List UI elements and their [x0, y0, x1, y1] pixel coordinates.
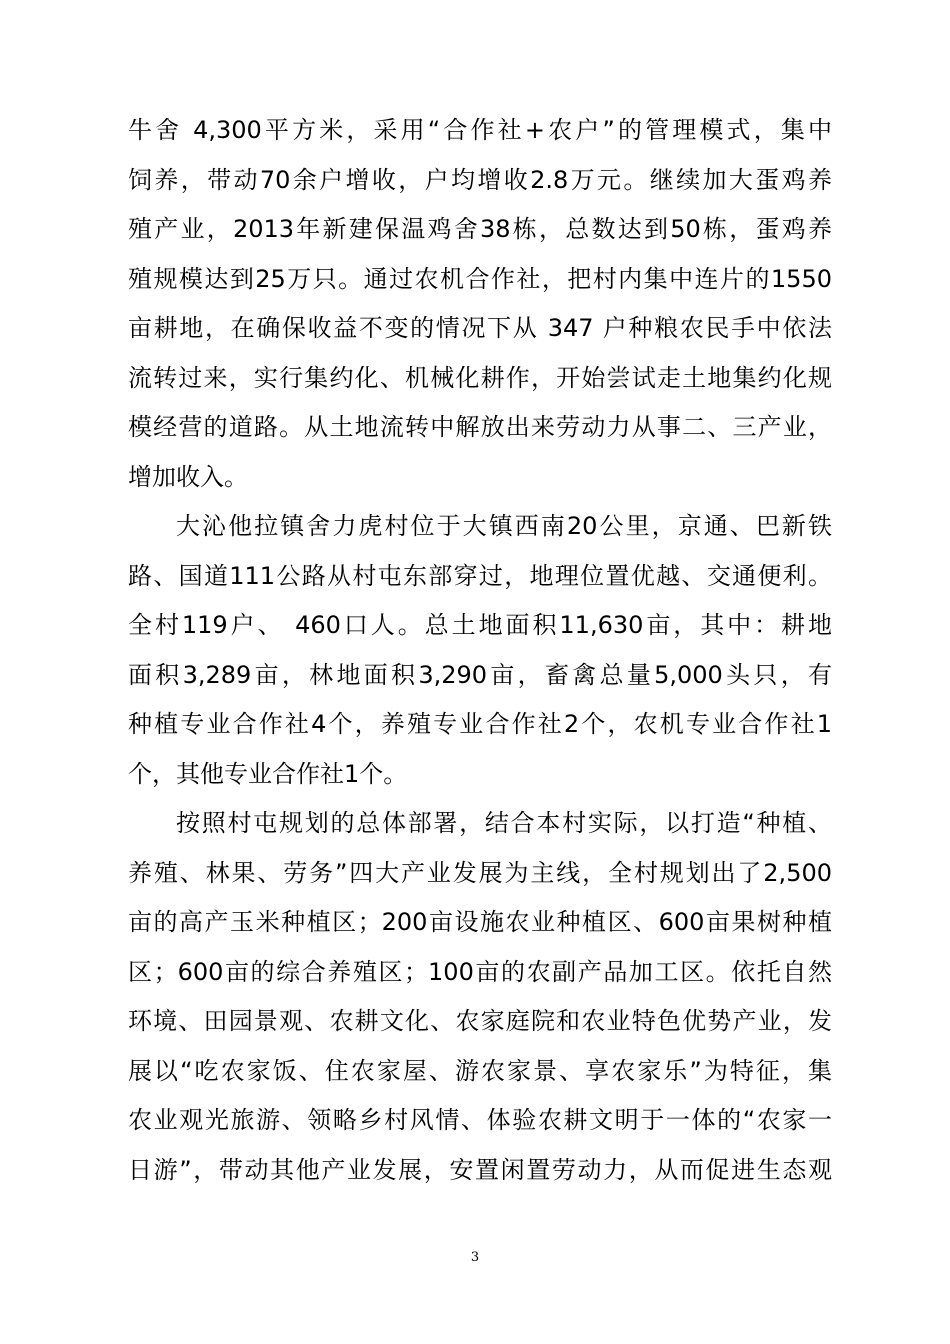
text-line: 种植专业合作社4个，养殖专业合作社2个，农机专业合作社1 — [128, 710, 832, 738]
text-line: 流转过来，实行集约化、机械化耕作，开始尝试走土地集约化规 — [128, 363, 832, 392]
text-line: 殖规模达到25万只。通过农机合作社，把村内集中连片的1550 — [128, 264, 832, 293]
text-line: 路、国道111公路从村屯东部穿过，地理位置优越、交通便利。 — [128, 561, 832, 590]
text-line: 亩耕地，在确保收益不变的情况下从 347 户种粮农民手中依法 — [128, 314, 832, 342]
text-line: 模经营的道路。从土地流转中解放出来劳动力从事二、三产业， — [128, 413, 832, 441]
page-number: 3 — [470, 1250, 480, 1265]
text-line: 展以“吃农家饭、住农家屋、游农家景、享农家乐”为特征，集 — [128, 1056, 832, 1085]
text-line: 增加收入。 — [128, 462, 248, 491]
text-line: 大沁他拉镇舍力虎村位于大镇西南20公里，京通、巴新铁 — [176, 512, 832, 540]
text-line: 全村119户、 460口人。总土地面积11,630亩，其中：耕地 — [128, 611, 832, 639]
text-line: 亩的高产玉米种植区；200亩设施农业种植区、600亩果树种植 — [128, 908, 832, 936]
body-text — [128, 106, 832, 1195]
text-line: 殖产业，2013年新建保温鸡舍38栋，总数达到50栋，蛋鸡养 — [128, 215, 832, 243]
text-line: 按照村屯规划的总体部署，结合本村实际，以打造“种植、 — [176, 809, 832, 837]
text-line: 牛舍 4,300平方米，采用“合作社+农户”的管理模式，集中 — [128, 116, 832, 144]
text-line: 面积3,289亩，林地面积3,290亩，畜禽总量5,000头只，有 — [128, 660, 832, 689]
text-line: 农业观光旅游、领略乡村风情、体验农耕文明于一体的“农家一 — [128, 1106, 832, 1134]
text-line: 区；600亩的综合养殖区；100亩的农副产品加工区。依托自然 — [128, 957, 832, 986]
text-line: 日游”，带动其他产业发展，安置闲置劳动力，从而促进生态观 — [128, 1155, 832, 1184]
text-line: 饲养，带动70余户增收，户均增收2.8万元。继续加大蛋鸡养 — [128, 165, 832, 194]
text-line: 个，其他专业合作社1个。 — [128, 759, 408, 788]
text-line: 环境、田园景观、农耕文化、农家庭院和农业特色优势产业，发 — [128, 1007, 832, 1035]
text-line: 养殖、林果、劳务”四大产业发展为主线，全村规划出了2,500 — [128, 858, 832, 887]
